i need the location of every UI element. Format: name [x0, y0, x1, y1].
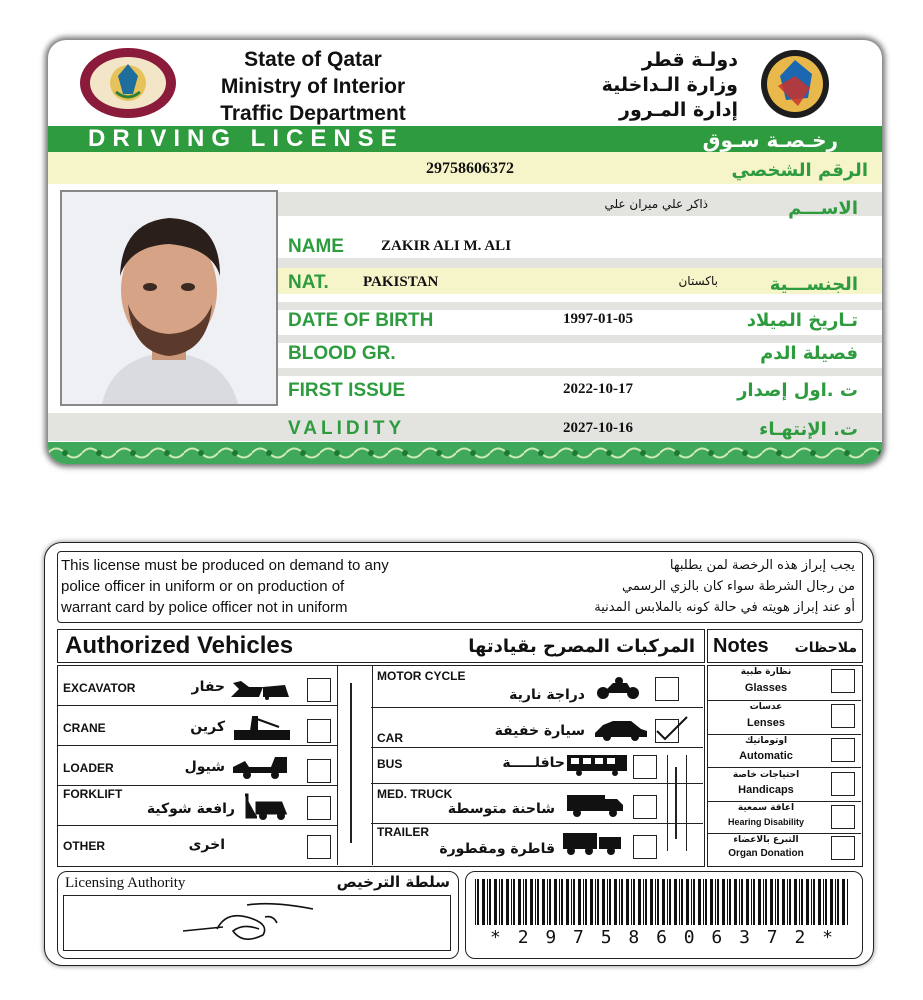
- bracket: [667, 755, 687, 851]
- barcode-bar: [554, 879, 557, 925]
- row-line: [57, 785, 337, 786]
- barcode-bar: [602, 879, 605, 925]
- signature-image: [173, 899, 323, 947]
- note-handicaps-ar: احتياجات خاصة: [732, 770, 800, 780]
- license-back: [44, 542, 874, 966]
- vehicle-forklift-label: FORKLIFT: [63, 787, 123, 801]
- barcode-bar: [655, 879, 656, 925]
- excavator-icon: [229, 677, 291, 701]
- barcode-bar: [537, 879, 539, 925]
- barcode-bar: [691, 879, 692, 925]
- barcode-bar: [650, 879, 653, 925]
- vehicle-motorcycle-label: MOTOR CYCLE: [377, 669, 466, 683]
- barcode-bar: [549, 879, 551, 925]
- barcode-bar: [542, 879, 545, 925]
- barcode-bar: [830, 879, 833, 925]
- barcode-bar: [657, 879, 659, 925]
- gcc-emblem-icon: [750, 46, 840, 122]
- dob-label-ar: تـاريخ الميلاد: [746, 310, 858, 331]
- first-issue-label: FIRST ISSUE: [288, 380, 406, 401]
- validity-value: 2027-10-16: [563, 420, 633, 436]
- name-label-ar: الاســـم: [788, 198, 858, 219]
- person-photo-icon: [62, 192, 276, 404]
- row-line: [707, 833, 861, 834]
- barcode-bar: [775, 879, 776, 925]
- crane-icon: [233, 713, 291, 743]
- barcode-bar: [681, 879, 683, 925]
- medtruck-checkbox[interactable]: [633, 795, 657, 819]
- barcode-bar: [693, 879, 695, 925]
- lenses-checkbox[interactable]: [831, 704, 855, 728]
- barcode-bar: [561, 879, 563, 925]
- barcode-bar: [667, 879, 668, 925]
- id-label-ar: الرقم الشخصي: [731, 160, 868, 181]
- barcode-bar: [842, 879, 845, 925]
- authorized-en: Authorized Vehicles: [65, 632, 294, 659]
- barcode-bar: [669, 879, 671, 925]
- dob-label: DATE OF BIRTH: [288, 310, 434, 331]
- barcode-bar: [847, 879, 848, 925]
- barcode-bar: [799, 879, 800, 925]
- blood-label: BLOOD GR.: [288, 343, 396, 364]
- licensing-authority-en: Licensing Authority: [65, 875, 186, 891]
- notice-ar-line1: يجب إبراز هذه الرخصة لمن يطلبها: [669, 558, 855, 573]
- barcode-bar: [818, 879, 821, 925]
- note-handicaps: Handicaps: [738, 784, 794, 796]
- barcode-bar: [727, 879, 728, 925]
- title-ar: رخـصـة سـوق: [702, 128, 838, 152]
- checkmark-icon: [651, 713, 691, 745]
- barcode-bar: [518, 879, 521, 925]
- barcode-bar: [741, 879, 743, 925]
- organ-checkbox[interactable]: [831, 836, 855, 860]
- dob-value: 1997-01-05: [563, 311, 633, 327]
- vehicle-car-ar: سيارة خفيفة: [494, 723, 585, 739]
- divider-line: [350, 683, 352, 843]
- note-hearing: Hearing Disability: [727, 817, 805, 827]
- barcode-bar: [777, 879, 779, 925]
- barcode-bar: [813, 879, 815, 925]
- validity-label: VALIDITY: [288, 418, 406, 439]
- nat-value-ar: باكستان: [678, 274, 718, 288]
- vehicle-bus-ar: حافلـــــة: [502, 755, 565, 771]
- notice-en-line2: police officer in uniform or on production of: [61, 578, 345, 595]
- barcode-bar: [751, 879, 752, 925]
- vehicle-forklift-ar: رافعة شوكية: [146, 801, 235, 817]
- qatar-emblem-icon: [78, 46, 178, 120]
- barcode-bar: [753, 879, 755, 925]
- excavator-checkbox[interactable]: [307, 678, 331, 702]
- barcode-bar: [674, 879, 677, 925]
- trailer-icon: [561, 831, 625, 857]
- barcode-bar: [530, 879, 533, 925]
- barcode-bar: [770, 879, 773, 925]
- barcode-bar: [633, 879, 635, 925]
- barcode-bar: [477, 879, 479, 925]
- barcode-bar: [703, 879, 704, 925]
- barcode-bar: [609, 879, 611, 925]
- barcode-bar: [513, 879, 515, 925]
- barcode-bar: [506, 879, 509, 925]
- barcode-bar: [729, 879, 731, 925]
- barcode-bar: [511, 879, 512, 925]
- barcode-bar: [614, 879, 617, 925]
- header-en-line3: Traffic Department: [220, 102, 406, 125]
- vehicle-loader-label: LOADER: [63, 761, 114, 775]
- glasses-checkbox[interactable]: [831, 669, 855, 693]
- barcode-bar: [734, 879, 737, 925]
- barcode-bar: [597, 879, 599, 925]
- barcode: [473, 879, 853, 925]
- barcode-bar: [535, 879, 536, 925]
- barcode-bar: [825, 879, 827, 925]
- barcode-bar: [621, 879, 623, 925]
- barcode-bar: [823, 879, 824, 925]
- header-ar-line2: وزارة الـداخلية: [601, 74, 738, 96]
- barcode-bar: [782, 879, 785, 925]
- barcode-bar: [631, 879, 632, 925]
- vehicle-crane-label: CRANE: [63, 721, 106, 735]
- stripe: [278, 258, 882, 268]
- barcode-bar: [494, 879, 497, 925]
- barcode-text: * 2 9 7 5 8 6 0 6 3 7 2 *: [490, 927, 836, 948]
- barcode-bar: [710, 879, 713, 925]
- barcode-bar: [573, 879, 575, 925]
- row-line: [371, 823, 703, 824]
- name-label: NAME: [288, 236, 344, 257]
- barcode-bar: [801, 879, 803, 925]
- note-organ-ar: التبرع بالاعضاء: [733, 835, 799, 845]
- note-lenses: Lenses: [747, 717, 785, 729]
- barcode-bar: [765, 879, 767, 925]
- nat-label-ar: الجنســـية: [769, 274, 858, 295]
- handicaps-checkbox[interactable]: [831, 772, 855, 796]
- vehicle-motorcycle-ar: دراجة نارية: [509, 687, 585, 703]
- barcode-bar: [585, 879, 587, 925]
- title-en: DRIVING LICENSE: [88, 125, 404, 152]
- barcode-bar: [578, 879, 581, 925]
- row-line: [57, 825, 337, 826]
- truck-icon: [565, 793, 625, 819]
- barcode-bar: [837, 879, 839, 925]
- car-icon: [593, 717, 649, 741]
- loader-checkbox[interactable]: [307, 759, 331, 783]
- barcode-bar: [811, 879, 812, 925]
- forklift-checkbox[interactable]: [307, 796, 331, 820]
- vehicle-medtruck-ar: شاحنة متوسطة: [447, 801, 555, 817]
- nat-value: PAKISTAN: [363, 274, 439, 290]
- note-organ: Organ Donation: [728, 848, 804, 859]
- vehicles-divider: [337, 665, 373, 865]
- vehicle-excavator-ar: حفار: [191, 679, 225, 695]
- barcode-bar: [715, 879, 716, 925]
- barcode-bar: [806, 879, 809, 925]
- id-number: 29758606372: [426, 160, 514, 177]
- header-ar-line3: إدارة المـرور: [619, 99, 738, 121]
- vehicle-other-label: OTHER: [63, 839, 105, 853]
- row-line: [57, 745, 337, 746]
- vehicle-trailer-ar: قاطرة ومقطورة: [439, 841, 555, 857]
- barcode-bar: [717, 879, 719, 925]
- first-issue-label-ar: ت .اول إصدار: [737, 380, 858, 401]
- authorized-ar: المركبات المصرح بقيادتها: [468, 636, 695, 657]
- barcode-bar: [619, 879, 620, 925]
- barcode-bar: [645, 879, 647, 925]
- first-issue-value: 2022-10-17: [563, 381, 633, 397]
- barcode-bar: [679, 879, 680, 925]
- row-line: [371, 783, 703, 784]
- bus-icon: [565, 753, 629, 777]
- notes-en: Notes: [713, 635, 769, 657]
- barcode-bar: [566, 879, 569, 925]
- notice-en-line1: This license must be produced on demand to any: [61, 557, 389, 574]
- trailer-checkbox[interactable]: [633, 835, 657, 859]
- header-ar-line1: دولـة قطر: [641, 49, 738, 71]
- vehicle-excavator-label: EXCAVATOR: [63, 681, 136, 695]
- notes-ar: ملاحظات: [794, 640, 857, 656]
- notice-en-line3: warrant card by police officer not in uniform: [61, 599, 348, 616]
- barcode-bar: [559, 879, 560, 925]
- barcode-bar: [595, 879, 596, 925]
- note-hearing-ar: اعاقة سمعية: [737, 803, 795, 813]
- barcode-bar: [607, 879, 608, 925]
- barcode-bar: [523, 879, 524, 925]
- barcode-bar: [787, 879, 788, 925]
- vehicle-crane-ar: كرين: [190, 719, 225, 735]
- barcode-bar: [583, 879, 584, 925]
- hearing-checkbox[interactable]: [831, 805, 855, 829]
- row-line: [707, 734, 861, 735]
- forklift-icon: [241, 793, 291, 821]
- barcode-bar: [794, 879, 797, 925]
- loader-icon: [231, 753, 291, 779]
- row-line: [707, 767, 861, 768]
- barcode-bar: [705, 879, 707, 925]
- barcode-bar: [698, 879, 701, 925]
- barcode-bar: [789, 879, 791, 925]
- automatic-checkbox[interactable]: [831, 738, 855, 762]
- vehicle-loader-ar: شيول: [184, 759, 225, 775]
- barcode-bar: [638, 879, 641, 925]
- other-checkbox[interactable]: [307, 835, 331, 859]
- barcode-bar: [722, 879, 725, 925]
- validity-label-ar: ت. الإنتهـاء: [759, 419, 858, 440]
- barcode-bar: [662, 879, 665, 925]
- barcode-bar: [763, 879, 764, 925]
- vehicle-trailer-label: TRAILER: [377, 825, 429, 839]
- header-en-line1: State of Qatar: [244, 48, 382, 71]
- vehicle-car-label: CAR: [377, 731, 403, 745]
- notice-ar-line3: أو عند إبراز هويته في حالة كونه بالملابس المدنية: [594, 600, 855, 615]
- row-line: [371, 747, 703, 748]
- name-ar: ذاكر علي ميران علي: [604, 197, 708, 211]
- barcode-bar: [547, 879, 548, 925]
- header-en-line2: Ministry of Interior: [220, 75, 406, 98]
- photo: [60, 190, 278, 406]
- note-glasses-ar: نظارة طبية: [740, 667, 792, 677]
- bracket-line: [675, 767, 677, 839]
- row-line: [707, 801, 861, 802]
- note-automatic-ar: اوتوماتيك: [744, 736, 788, 746]
- blood-label-ar: فصيلة الدم: [760, 343, 858, 364]
- decorative-border: [48, 442, 882, 464]
- note-automatic: Automatic: [739, 750, 793, 762]
- barcode-bar: [489, 879, 491, 925]
- barcode-bar: [835, 879, 836, 925]
- vehicle-bus-label: BUS: [377, 757, 403, 771]
- row-line: [707, 700, 861, 701]
- barcode-bar: [758, 879, 761, 925]
- motorcycle-checkbox[interactable]: [655, 677, 679, 701]
- barcode-bar: [590, 879, 593, 925]
- barcode-bar: [499, 879, 500, 925]
- row-line: [57, 705, 337, 706]
- stripe: [278, 368, 882, 376]
- crane-checkbox[interactable]: [307, 719, 331, 743]
- name-value: ZAKIR ALI M. ALI: [381, 238, 512, 254]
- barcode-bar: [739, 879, 740, 925]
- notice-ar-line2: من رجال الشرطة سواء كان بالزي الرسمي: [622, 579, 855, 594]
- motorcycle-icon: [593, 675, 643, 701]
- note-glasses: Glasses: [744, 682, 788, 694]
- barcode-bar: [643, 879, 644, 925]
- barcode-bar: [487, 879, 488, 925]
- barcode-bar: [501, 879, 503, 925]
- license-front: [48, 40, 882, 464]
- barcode-bar: [686, 879, 689, 925]
- row-line: [371, 707, 703, 708]
- vehicle-other-ar: اخرى: [188, 837, 225, 853]
- barcode-bar: [482, 879, 485, 925]
- nat-label: NAT.: [288, 272, 329, 293]
- stripe: [278, 302, 882, 310]
- barcode-bar: [746, 879, 749, 925]
- licensing-authority-ar: سلطة الترخيص: [336, 873, 450, 891]
- barcode-bar: [525, 879, 527, 925]
- barcode-bar: [475, 879, 476, 925]
- stripe: [278, 335, 882, 343]
- barcode-bar: [571, 879, 572, 925]
- bus-checkbox[interactable]: [633, 755, 657, 779]
- barcode-bar: [626, 879, 629, 925]
- note-lenses-ar: عدسات: [749, 702, 783, 712]
- vehicle-medtruck-label: MED. TRUCK: [377, 787, 453, 801]
